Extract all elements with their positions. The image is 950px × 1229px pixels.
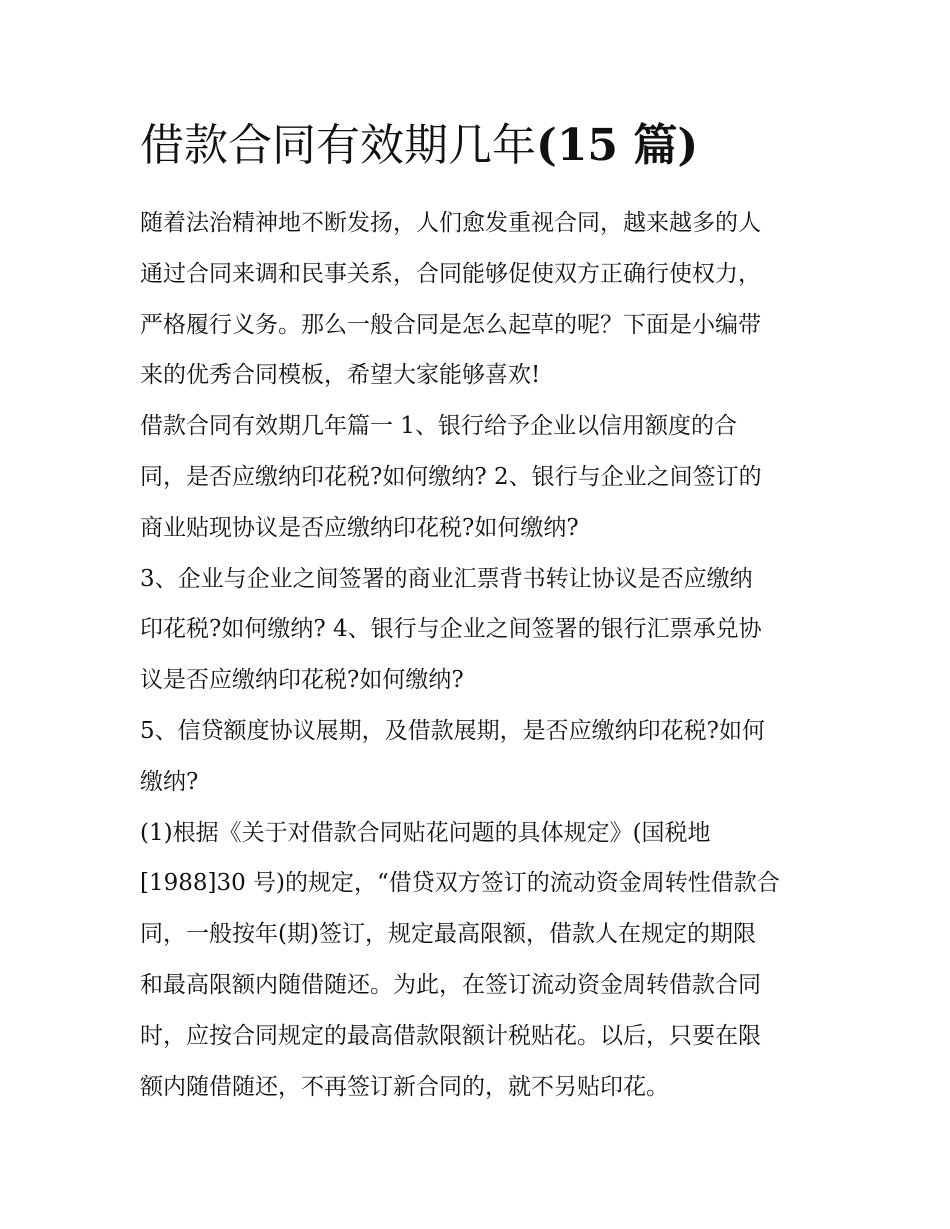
- document-body: [140, 198, 812, 1112]
- text-line: 严格履行义务。那么一般合同是怎么起草的呢？下面是小编带: [140, 311, 761, 338]
- text-line: 商业贴现协议是否应缴纳印花税?如何缴纳?: [140, 514, 579, 541]
- title-main-text: 借款合同有效期几年: [140, 120, 536, 171]
- text-line: 同，一般按年(期)签订，规定最高限额，借款人在规定的期限: [140, 921, 756, 948]
- text-line: 额内随借随还，不再签订新合同的，就不另贴印花。: [140, 1073, 669, 1100]
- paragraph-intro: [140, 198, 812, 401]
- text-line: 时，应按合同规定的最高借款限额计税贴花。以后，只要在限: [140, 1022, 761, 1049]
- paragraph-question-5: [140, 706, 812, 808]
- title-count-text: (15 篇): [536, 120, 699, 171]
- text-line: 同，是否应缴纳印花税?如何缴纳? 2、银行与企业之间签订的: [140, 463, 762, 490]
- text-line: 缴纳?: [140, 768, 199, 795]
- paragraph-article-one: [140, 401, 812, 553]
- text-line: 通过合同来调和民事关系，合同能够促使双方正确行使权力，: [140, 260, 761, 287]
- text-line: 印花税?如何缴纳? 4、银行与企业之间签署的银行汇票承兑协: [140, 616, 762, 643]
- text-line: 借款合同有效期几年篇一 1、银行给予企业以信用额度的合: [140, 413, 737, 440]
- paragraph-answer-1: [140, 808, 812, 1113]
- text-line: 3、企业与企业之间签署的商业汇票背书转让协议是否应缴纳: [140, 565, 753, 592]
- text-line: 5、信贷额度协议展期，及借款展期，是否应缴纳印花税?如何: [140, 717, 765, 744]
- document-title: [140, 118, 698, 174]
- text-line: 随着法治精神地不断发扬，人们愈发重视合同，越来越多的人: [140, 210, 761, 236]
- text-line: 和最高限额内随借随还。为此，在签订流动资金周转借款合同: [140, 971, 761, 998]
- text-line: [1988]30 号)的规定，“借贷双方签订的流动资金周转性借款合: [140, 870, 780, 897]
- text-line: 议是否应缴纳印花税?如何缴纳?: [140, 667, 464, 694]
- paragraph-question-3-4: [140, 554, 812, 706]
- text-line: (1)根据《关于对借款合同贴花问题的具体规定》(国税地: [140, 819, 711, 846]
- text-line: 来的优秀合同模板，希望大家能够喜欢!: [140, 362, 541, 389]
